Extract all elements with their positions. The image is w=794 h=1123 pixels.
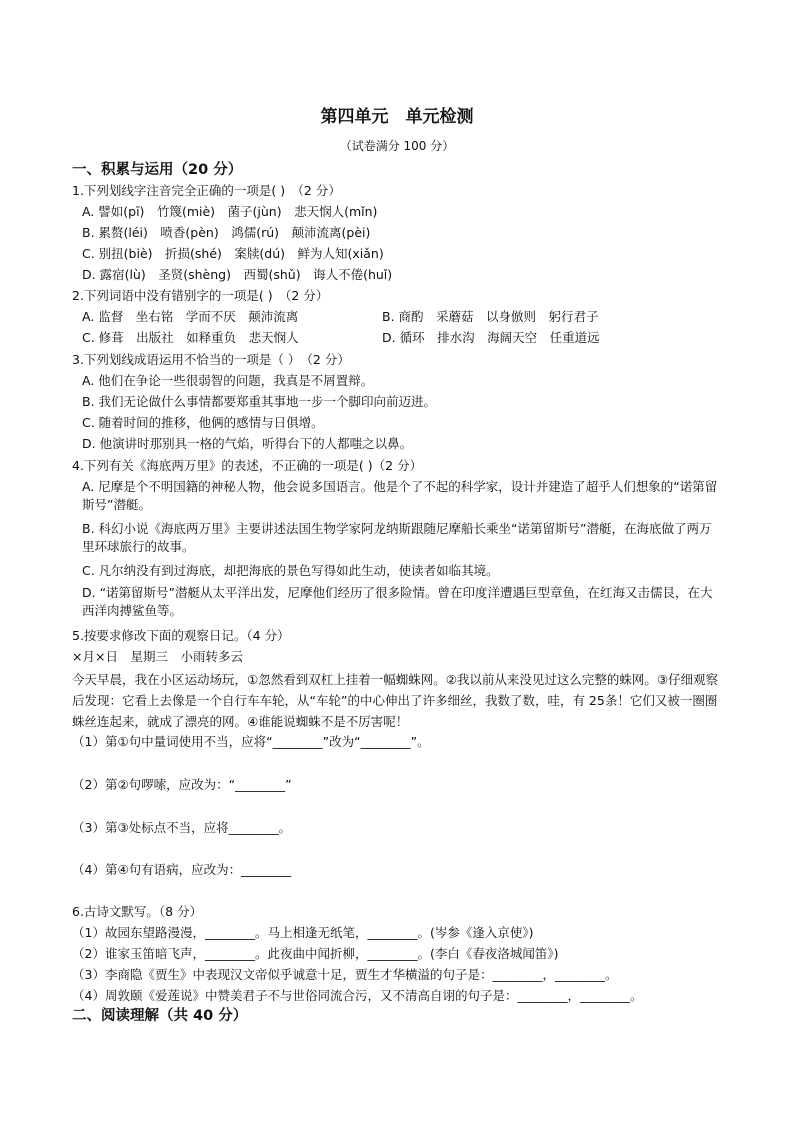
question-1-option-b: B. 累赘(léi) 喷香(pèn) 鸿儒(rú) 颠沛流离(pèi)	[82, 225, 371, 240]
question-1-option-a: A. 譬如(pī) 竹篾(miè) 菌子(jùn) 悲天悯人(mǐn)	[82, 204, 378, 219]
question-2-option-d: D. 循环 排水沟 海阔天空 任重道远	[382, 330, 600, 345]
question-3-option-b: B. 我们无论做什么事情都要郑重其事地一步一个脚印向前迈进。	[82, 394, 437, 409]
question-3-option-a: A. 他们在争论一些很弱智的问题，我真是不屑置辩。	[82, 373, 374, 388]
question-5-item-2: （2）第②句啰嗦，应改为：“________”	[72, 777, 292, 792]
question-2-option-b: B. 商酌 采蘑菇 以身倣则 躬行君子	[382, 309, 599, 324]
question-5-item-1: （1）第①句中量词使用不当，应将“________”改为“________”。	[72, 734, 430, 749]
question-5-item-4: （4）第④句有语病，应改为：________	[72, 862, 292, 877]
question-5-item-3: （3）第③处标点不当，应将________。	[72, 820, 292, 835]
question-4-option-d: D. “诺第留斯号”潜艇从太平洋出发，尼摩他们经历了很多险情。曾在印度洋遭遇巨型章鱼，在红海又击儒艮，在大西洋肉搏鲨鱼等。	[82, 585, 713, 618]
question-6-item-3: （3）李商隐《贾生》中表现汉文帝似乎诚意十足，贾生才华横溢的句子是：________，________。	[72, 967, 618, 982]
section-heading-2: 二、阅读理解（共 40 分）	[72, 1008, 248, 1024]
question-2-option-a: A. 监督 坐右铭 学而不厌 颠沛流离	[82, 309, 299, 324]
question-4-option-c: C. 凡尔纳没有到过海底，却把海底的景色写得如此生动，使读者如临其境。	[82, 563, 499, 578]
question-3-stem: 3.下列划线成语运用不恰当的一项是（ ） （2 分）	[72, 352, 350, 367]
question-2-row-1	[82, 308, 742, 326]
question-5-stem: 5.按要求修改下面的观察日记。（4 分）	[72, 628, 290, 643]
question-6-item-2: （2）谁家玉笛暗飞声，________。此夜曲中闻折柳，________。(李白《春夜洛城闻笛》)	[72, 946, 559, 961]
question-2-row-2	[82, 329, 742, 347]
question-5-diary-date: ×月×日 星期三 小雨转多云	[72, 649, 243, 664]
question-4-option-a: A. 尼摩是个不明国籍的神秘人物，他会说多国语言。他是个了不起的科学家，设计并建造了超乎人们想象的“诺第留斯号”潜艇。	[82, 479, 718, 512]
page-title: 第四单元 单元检测	[320, 107, 474, 127]
page-subtitle: （试卷满分 100 分）	[339, 139, 455, 153]
question-1-option-d: D. 露宿(lù) 圣贤(shèng) 西蜀(shǔ) 诲人不倦(huǐ)	[82, 267, 393, 282]
question-1-option-c: C. 别扭(biè) 折损(shé) 案牍(dú) 鲜为人知(xiǎn)	[82, 246, 384, 261]
question-5-passage: 今天早晨，我在小区运动场玩，①忽然看到双杠上挂着一幅蜘蛛网。②我以前从来没见过这么完整的蛛网。③仔细观察后发现：它看上去像是一个自行车车轮，从“车轮”的中心伸出了许多细丝，我数了数，哇，有 25条！它们又被一圈圈蛛丝连起来，就成了漂亮的网。④谁能说蜘蛛不是不厉害呢！	[72, 672, 719, 729]
question-2-stem: 2.下列词语中没有错别字的一项是( ) （2 分）	[72, 288, 329, 303]
question-3-option-d: D. 他演讲时那别具一格的气焰，听得台下的人都嗤之以鼻。	[82, 436, 413, 451]
question-6-item-4: （4）周敦颐《爱莲说》中赞美君子不与世俗同流合污，又不清高自诩的句子是：________，________。	[72, 988, 643, 1003]
question-4-option-b: B. 科幻小说《海底两万里》主要讲述法国生物学家阿龙纳斯跟随尼摩船长乘坐“诺第留斯号”潜艇，在海底做了两万里环球旅行的故事。	[82, 521, 712, 554]
question-3-option-c: C. 随着时间的推移，他俩的感情与日俱增。	[82, 415, 324, 430]
question-1-stem: 1.下列划线字注音完全正确的一项是( ) （2 分）	[72, 183, 341, 198]
question-6-item-1: （1）故园东望路漫漫，________。马上相逢无纸笔，________。(岑参《逢入京使》)	[72, 925, 534, 940]
section-heading-1: 一、积累与运用（20 分）	[72, 162, 243, 178]
question-4-stem: 4.下列有关《海底两万里》的表述，不正确的一项是( )（2 分）	[72, 458, 423, 473]
question-6-stem: 6.古诗文默写。（8 分）	[72, 904, 203, 919]
question-2-option-c: C. 修葺 出版社 如释重负 悲天悯人	[82, 330, 299, 345]
